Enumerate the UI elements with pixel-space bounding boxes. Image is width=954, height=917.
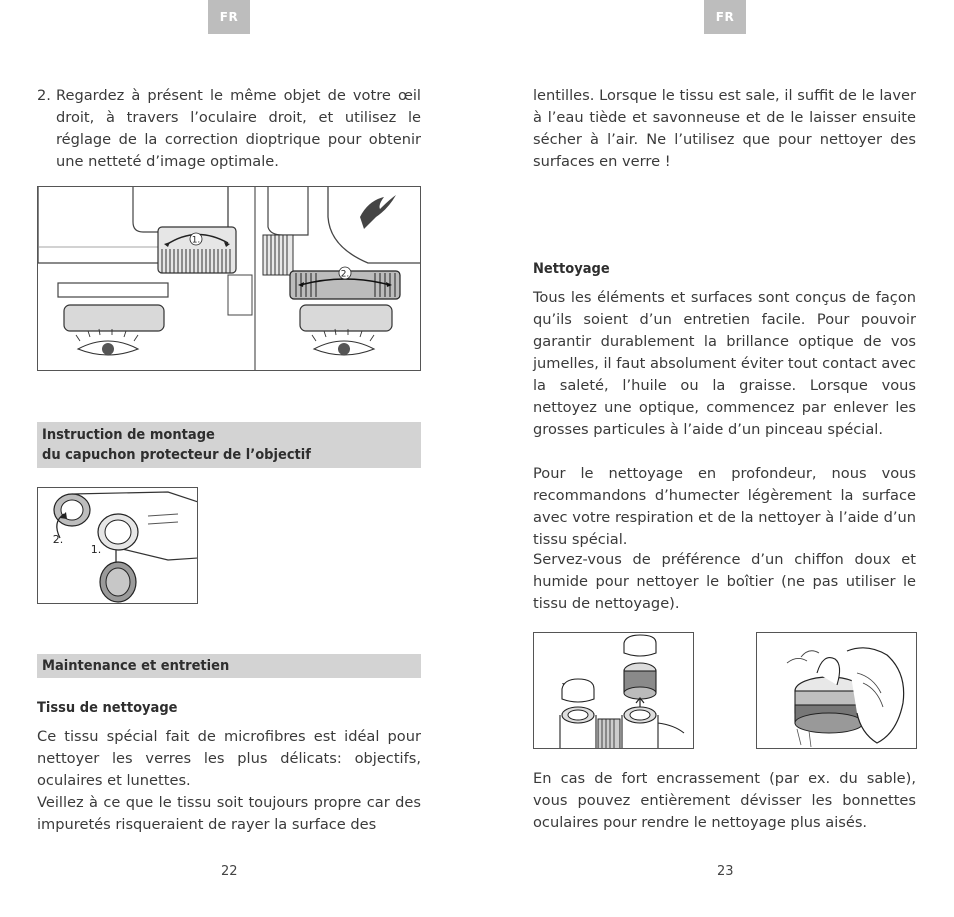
lens-cap-illustration — [38, 488, 198, 604]
section-title-bar-maintenance: Maintenance et entretien — [37, 654, 421, 678]
eyecup-removal-illustration — [534, 633, 694, 749]
hand-cleaning-illustration — [757, 633, 917, 749]
section-title-line-2: du capuchon protecteur de l’objectif — [42, 447, 311, 463]
cloth-paragraph-2: Veillez à ce que le tissu soit toujours propre car des impuretés risqueraient de rayer la surface des — [37, 794, 421, 833]
figure1-label-2: 2. — [340, 269, 350, 280]
bird-logo-icon — [360, 195, 396, 229]
page-number-left: 22 — [221, 864, 238, 879]
cleaning-paragraph-2: Pour le nettoyage en profondeur, nous vous recommandons d’humecter légèrement la surface avec votre respiration et de la nettoyer à l’aide d’un tissu spécial. — [533, 465, 916, 548]
language-tab-right: FR — [704, 0, 746, 34]
figure2-label-2: 2. — [52, 533, 64, 546]
step-number: 2. — [37, 87, 51, 104]
diopter-adjustment-figure — [37, 186, 421, 371]
hand-cleaning-figure — [756, 632, 917, 749]
language-tab-left: FR — [208, 0, 250, 34]
section-title-line-1: Instruction de montage — [42, 427, 215, 443]
final-paragraph: En cas de fort encrassement (par ex. du sable), vous pouvez entièrement dévisser les bonnettes oculaires pour rendre le nettoyage plus aisés. — [533, 770, 916, 831]
diopter-illustration — [38, 187, 421, 371]
cleaning-paragraph-1: Tous les éléments et surfaces sont conçus de façon qu’ils soient d’un entretien facile. Pour pouvoir garantir durablement la brillance optique de vos jumelles, il faut absolument éviter tout contact avec la saleté, l’huile ou la graisse. Lorsque vous nettoyez une optique, commencez par enlever les grosses particules à l’aide d’un pinceau spécial. — [533, 289, 916, 438]
step-2-text: Regardez à présent le même objet de votre œil droit, à travers l’oculaire droit, et utilisez le réglage de la correction dioptrique pour obtenir une netteté d’image optimale. — [56, 87, 421, 170]
subheading-cleaning: Nettoyage — [533, 261, 610, 277]
lens-cap-figure — [37, 487, 198, 604]
eyecup-removal-figure — [533, 632, 694, 749]
section-title-bar-lens-cap — [37, 422, 421, 468]
page-number-right: 23 — [717, 864, 734, 879]
subheading-cleaning-cloth: Tissu de nettoyage — [37, 700, 178, 716]
continuation-paragraph: lentilles. Lorsque le tissu est sale, il suffit de le laver à l’eau tiède et savonneuse et de le laisser ensuite sécher à l’air. Ne l’utilisez que pour nettoyer des surfaces en verre ! — [533, 87, 916, 170]
figure2-label-1: 1. — [90, 543, 102, 556]
cloth-paragraph-1: Ce tissu spécial fait de microfibres est idéal pour nettoyer les verres les plus délicats: objectifs, oculaires et lunettes. — [37, 728, 421, 789]
figure1-label-1: 1. — [191, 235, 201, 246]
cleaning-paragraph-3: Servez-vous de préférence d’un chiffon doux et humide pour nettoyer le boîtier (ne pas utiliser le tissu de nettoyage). — [533, 551, 916, 612]
